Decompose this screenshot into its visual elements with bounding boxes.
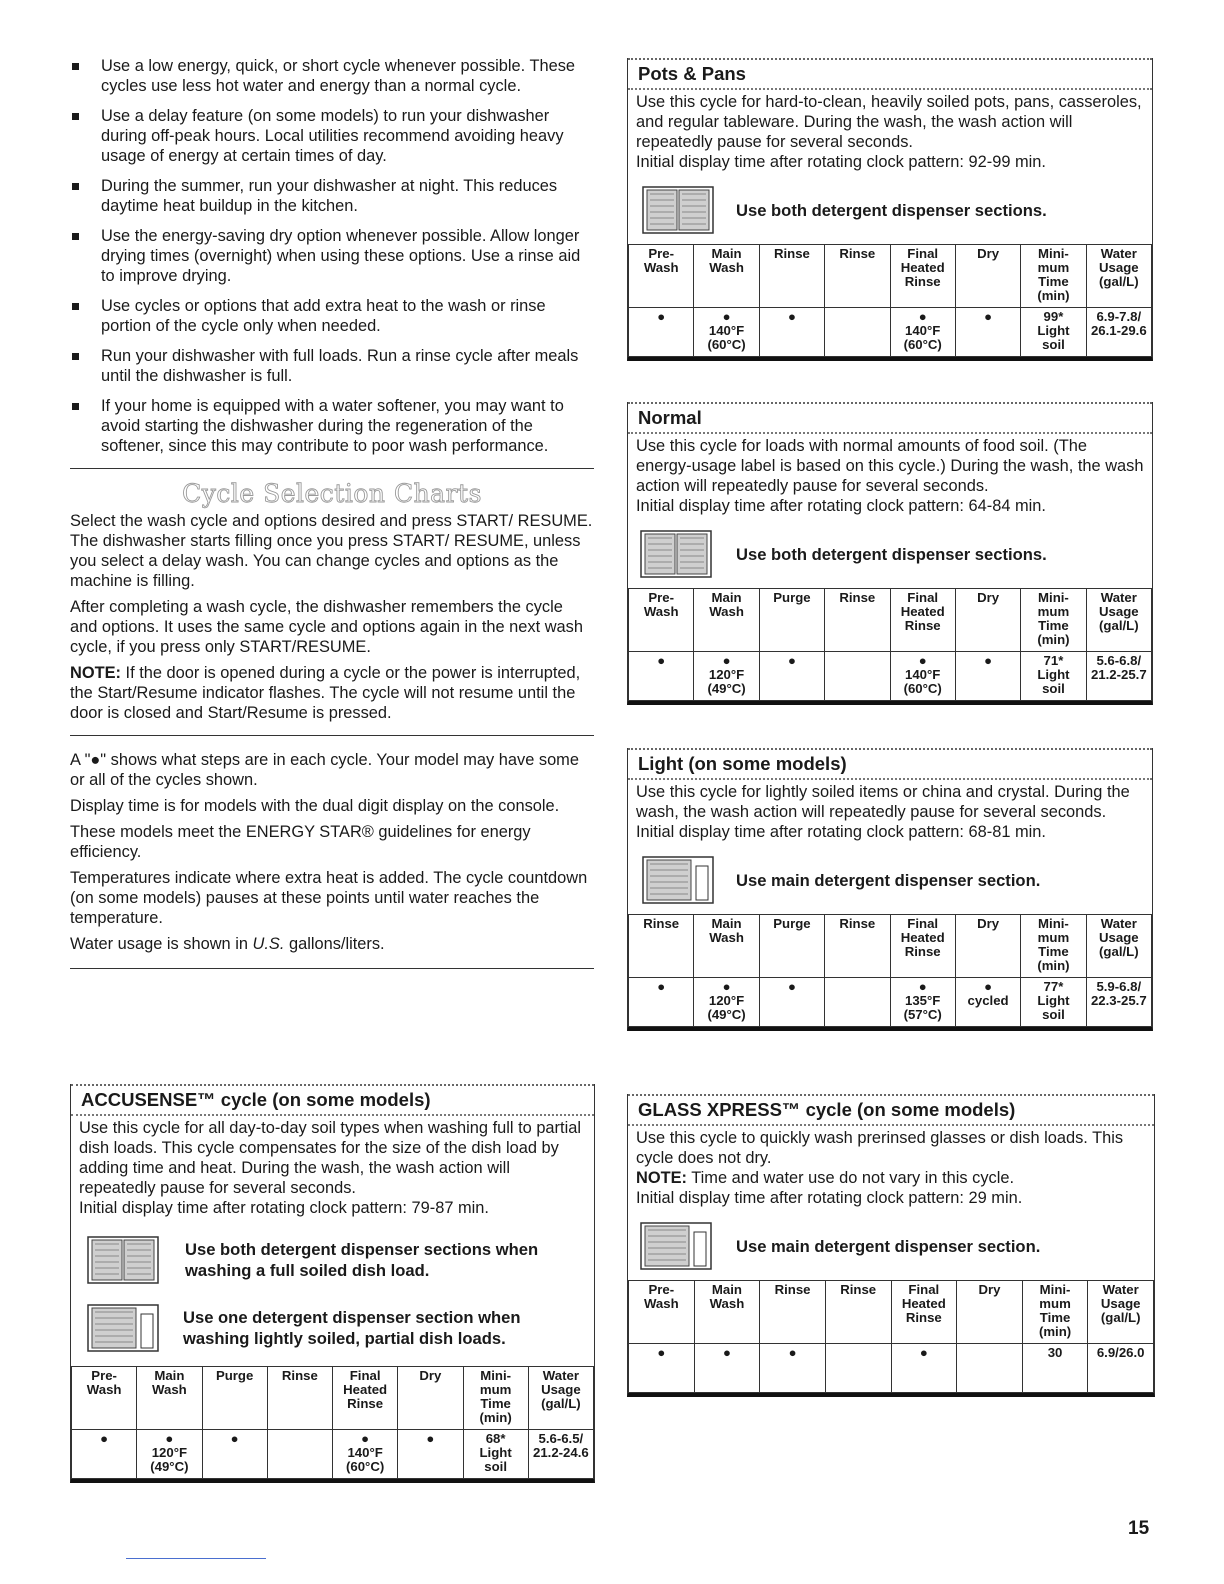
table-header-cell: Mini- mum Time (min) (1021, 589, 1086, 652)
table-header-cell: Mini- mum Time (min) (463, 1367, 528, 1430)
divider (70, 735, 594, 736)
table-cell: 5.6-6.5/ 21.2-24.6 (528, 1430, 593, 1479)
tip-text: Use a delay feature (on some models) to run your dishwasher during off-peak hours. Local utilities recommend avoiding heavy usage of energy at certain times of day. (101, 107, 564, 165)
detergent-row (628, 1222, 1154, 1270)
table-cell: ● 140°F (60°C) (694, 308, 759, 357)
table-header-row (629, 915, 1152, 978)
table-cell: ● (629, 1344, 695, 1393)
list-item (70, 176, 594, 216)
tip-text: If your home is equipped with a water softener, you may want to avoid starting the dishwasher during the regeneration of the softener, since this may contribute to poor wash performance. (101, 397, 564, 455)
table-cell: 5.6-6.8/ 21.2-25.7 (1086, 652, 1151, 701)
bullet-square-icon (72, 113, 79, 120)
table-cell: 30 (1022, 1344, 1088, 1393)
table-cell: 6.9/26.0 (1088, 1344, 1154, 1393)
list-item (70, 56, 594, 96)
list-item (70, 346, 594, 386)
table-header-cell: Rinse (267, 1367, 332, 1430)
tip-text: Use a low energy, quick, or short cycle whenever possible. These cycles use less hot water and energy than a normal cycle. (101, 57, 576, 95)
table-cell: ● (202, 1430, 267, 1479)
table-header-cell: Final Heated Rinse (890, 245, 955, 308)
table-cell: ● (759, 652, 824, 701)
note-text: Time and water use do not vary in this cycle. (687, 1169, 1015, 1187)
detergent-row (71, 1236, 594, 1284)
table-cell: ● 120°F (49°C) (694, 652, 759, 701)
table-header-cell: Pre- Wash (629, 1281, 695, 1344)
dispenser-single-icon (642, 856, 714, 904)
table-header-cell: Rinse (825, 1281, 891, 1344)
table-cell (825, 308, 890, 357)
table-header-cell: Rinse (759, 245, 824, 308)
table-header-cell: Final Heated Rinse (890, 915, 955, 978)
cycle-note (636, 1168, 1146, 1188)
detergent-instruction: Use both detergent dispenser sections. (736, 200, 1047, 220)
table-header-cell: Dry (955, 245, 1020, 308)
detergent-row (628, 186, 1152, 234)
table-cell (825, 978, 890, 1027)
table-cell: 71* Light soil (1021, 652, 1086, 701)
bullet-square-icon (72, 353, 79, 360)
cycle-description (71, 1116, 594, 1218)
table-header-cell: Rinse (760, 1281, 826, 1344)
note-label: NOTE: (70, 664, 121, 682)
dispenser-both-icon (87, 1236, 159, 1284)
legend-text: gallons/liters. (284, 935, 385, 953)
table-cell (825, 652, 890, 701)
table-cell: ● (629, 308, 694, 357)
list-item (70, 396, 594, 456)
table-cell: ● (398, 1430, 463, 1479)
dispenser-single-icon (87, 1304, 159, 1352)
table-cell: ● (891, 1344, 957, 1393)
divider (70, 468, 594, 469)
legend-paragraph: Temperatures indicate where extra heat is added. The cycle countdown (on some models) pauses at these points until water reaches the temperature. (70, 869, 588, 927)
table-cell: 68* Light soil (463, 1430, 528, 1479)
detergent-instruction: Use both detergent dispenser sections when washing a full soiled dish load. (185, 1240, 539, 1280)
accusense-cycle-box (70, 1084, 595, 1483)
cycle-table (71, 1366, 594, 1479)
legend-text: Water usage is shown in (70, 935, 253, 953)
table-row (629, 308, 1152, 357)
detergent-instruction: Use main detergent dispenser section. (736, 1236, 1041, 1256)
table-header-cell: Water Usage (gal/L) (1086, 915, 1151, 978)
cycle-desc-text: Use this cycle for hard-to-clean, heavily soiled pots, pans, casseroles, and regular tableware. During the wash, the wash action will repeatedly pause for several seconds. (636, 93, 1142, 151)
dispenser-both-icon (642, 186, 714, 234)
list-item (70, 106, 594, 166)
table-header-cell: Main Wash (694, 1281, 760, 1344)
table-row (629, 1344, 1154, 1393)
bullet-square-icon (72, 403, 79, 410)
table-header-cell: Main Wash (694, 915, 759, 978)
intro-paragraph: Select the wash cycle and options desired and press START/ RESUME. The dishwasher starts filling once you press START/ RESUME, unless you select a delay wash. You can change cycles and options as the machine is filling. (70, 512, 593, 590)
table-cell: ● (694, 1344, 760, 1393)
table-cell: 5.9-6.8/ 22.3-25.7 (1086, 978, 1151, 1027)
table-cell: ● 140°F (60°C) (333, 1430, 398, 1479)
cycle-table (628, 914, 1152, 1027)
cycle-table (628, 244, 1152, 357)
list-item (70, 296, 594, 336)
table-header-cell: Water Usage (gal/L) (1086, 589, 1151, 652)
table-header-cell: Rinse (629, 915, 694, 978)
table-header-cell: Water Usage (gal/L) (1086, 245, 1151, 308)
table-header-cell: Purge (202, 1367, 267, 1430)
section-title: Cycle Selection Charts (182, 479, 482, 508)
cycle-title: ACCUSENSE™ cycle (on some models) (71, 1084, 594, 1116)
table-row (72, 1430, 594, 1479)
display-time-text: Initial display time after rotating clock pattern: 68-81 min. (636, 823, 1046, 841)
table-cell: ● (629, 978, 694, 1027)
display-time-text: Initial display time after rotating clock pattern: 79-87 min. (79, 1199, 489, 1217)
table-cell: ● 135°F (57°C) (890, 978, 955, 1027)
table-header-cell: Mini- mum Time (min) (1021, 245, 1086, 308)
table-cell: ● (760, 1344, 826, 1393)
table-cell: ● (759, 978, 824, 1027)
table-header-cell: Final Heated Rinse (333, 1367, 398, 1430)
table-header-cell: Main Wash (694, 245, 759, 308)
table-cell: 6.9-7.8/ 26.1-29.6 (1086, 308, 1151, 357)
table-header-cell: Dry (957, 1281, 1023, 1344)
cycle-description (628, 434, 1152, 516)
normal-cycle-box (627, 402, 1153, 705)
table-header-row (629, 1281, 1154, 1344)
table-header-cell: Water Usage (gal/L) (528, 1367, 593, 1430)
cycle-desc-text: Use this cycle for all day-to-day soil types when washing full to partial dish loads. This cycle compensates for the size of the dish load by adding time and heat. During the wash, the wash action will repeatedly pause for several seconds. (79, 1119, 581, 1197)
cycle-desc-text: Use this cycle for loads with normal amounts of food soil. (The energy-usage label is based on this cycle.) During the wash, the wash action will repeatedly pause for several seconds. (636, 437, 1144, 495)
table-header-cell: Mini- mum Time (min) (1022, 1281, 1088, 1344)
bullet-square-icon (72, 63, 79, 70)
table-cell (957, 1344, 1023, 1393)
table-cell: ● cycled (955, 978, 1020, 1027)
table-cell: ● (955, 308, 1020, 357)
light-cycle-box (627, 748, 1153, 1031)
table-header-cell: Final Heated Rinse (890, 589, 955, 652)
cycle-title: Normal (628, 402, 1152, 434)
table-row (629, 652, 1152, 701)
intro-paragraph: After completing a wash cycle, the dishwasher remembers the cycle and options. It uses the same cycle and options again in the next wash cycle, if you press only START/RESUME. (70, 598, 583, 656)
detergent-instruction: Use one detergent dispenser section when washing lightly soiled, partial dish loads. (183, 1308, 521, 1348)
detergent-row (71, 1304, 594, 1352)
legend-emphasis: U.S. (252, 935, 285, 953)
energy-tips-list (70, 56, 594, 456)
table-header-cell: Purge (759, 589, 824, 652)
table-cell: ● (759, 308, 824, 357)
table-header-row (629, 245, 1152, 308)
detergent-instruction: Use main detergent dispenser section. (736, 870, 1041, 890)
table-header-cell: Rinse (825, 245, 890, 308)
pots-pans-cycle-box (627, 58, 1153, 361)
intro-note (70, 663, 594, 723)
left-column (70, 56, 594, 969)
display-time-text: Initial display time after rotating clock pattern: 29 min. (636, 1189, 1023, 1207)
cycle-description (628, 90, 1152, 172)
table-cell: ● (955, 652, 1020, 701)
cycle-table (628, 588, 1152, 701)
table-header-cell: Rinse (825, 589, 890, 652)
footer-rule (126, 1558, 266, 1559)
detergent-row (628, 530, 1152, 578)
bullet-square-icon (72, 183, 79, 190)
table-header-cell: Pre- Wash (629, 245, 694, 308)
table-header-cell: Pre- Wash (629, 589, 694, 652)
legend-paragraph: These models meet the ENERGY STAR® guidelines for energy efficiency. (70, 823, 531, 861)
table-cell: ● 140°F (60°C) (890, 308, 955, 357)
note-text: If the door is opened during a cycle or the power is interrupted, the Start/Resume indicator flashes. The cycle will not resume until the door is closed and Start/Resume is pressed. (70, 664, 581, 722)
tip-text: Use cycles or options that add extra heat to the wash or rinse portion of the cycle only when needed. (101, 297, 546, 335)
table-header-cell: Water Usage (gal/L) (1088, 1281, 1154, 1344)
table-header-row (72, 1367, 594, 1430)
cycle-title: GLASS XPRESS™ cycle (on some models) (628, 1094, 1154, 1126)
table-row (629, 978, 1152, 1027)
table-cell: ● (72, 1430, 137, 1479)
detergent-instruction: Use both detergent dispenser sections. (736, 544, 1047, 564)
table-header-cell: Pre- Wash (72, 1367, 137, 1430)
table-header-cell: Purge (759, 915, 824, 978)
tip-text: During the summer, run your dishwasher at night. This reduces daytime heat buildup in the kitchen. (101, 177, 558, 215)
cycle-description (628, 1126, 1154, 1208)
cycle-title: Light (on some models) (628, 748, 1152, 780)
table-header-cell: Dry (955, 915, 1020, 978)
bullet-square-icon (72, 303, 79, 310)
table-cell: ● 120°F (49°C) (137, 1430, 202, 1479)
legend-paragraph: A "●" shows what steps are in each cycle. Your model may have some or all of the cycles shown. (70, 751, 579, 789)
table-cell: 99* Light soil (1021, 308, 1086, 357)
table-header-cell: Mini- mum Time (min) (1021, 915, 1086, 978)
glass-xpress-cycle-box (627, 1094, 1155, 1397)
divider (70, 968, 594, 969)
tip-text: Use the energy-saving dry option whenever possible. Allow longer drying times (overnight) when using these options. Use a rinse aid to improve drying. (101, 227, 581, 285)
table-cell: ● (629, 652, 694, 701)
table-header-cell: Rinse (825, 915, 890, 978)
table-cell (825, 1344, 891, 1393)
table-header-cell: Dry (955, 589, 1020, 652)
table-cell (267, 1430, 332, 1479)
table-header-row (629, 589, 1152, 652)
table-header-cell: Final Heated Rinse (891, 1281, 957, 1344)
cycle-title: Pots & Pans (628, 58, 1152, 90)
dispenser-both-icon (640, 530, 712, 578)
note-label: NOTE: (636, 1169, 687, 1187)
legend-paragraph (70, 934, 594, 954)
display-time-text: Initial display time after rotating clock pattern: 92-99 min. (636, 153, 1046, 171)
tip-text: Run your dishwasher with full loads. Run a rinse cycle after meals until the dishwasher is full. (101, 347, 579, 385)
table-cell: ● 140°F (60°C) (890, 652, 955, 701)
cycle-desc-text: Use this cycle to quickly wash prerinsed glasses or dish loads. This cycle does not dry. (636, 1129, 1124, 1167)
table-cell: 77* Light soil (1021, 978, 1086, 1027)
detergent-row (628, 856, 1152, 904)
table-header-cell: Main Wash (694, 589, 759, 652)
cycle-table (628, 1280, 1154, 1393)
legend-paragraph: Display time is for models with the dual digit display on the console. (70, 797, 560, 815)
table-cell: ● 120°F (49°C) (694, 978, 759, 1027)
page-number: 15 (1128, 1518, 1150, 1539)
table-header-cell: Main Wash (137, 1367, 202, 1430)
list-item (70, 226, 594, 286)
dispenser-single-icon (640, 1222, 712, 1270)
display-time-text: Initial display time after rotating clock pattern: 64-84 min. (636, 497, 1046, 515)
bullet-square-icon (72, 233, 79, 240)
table-header-cell: Dry (398, 1367, 463, 1430)
cycle-desc-text: Use this cycle for lightly soiled items or china and crystal. During the wash, the wash action will repeatedly pause for several seconds. (636, 783, 1130, 821)
cycle-description (628, 780, 1152, 842)
